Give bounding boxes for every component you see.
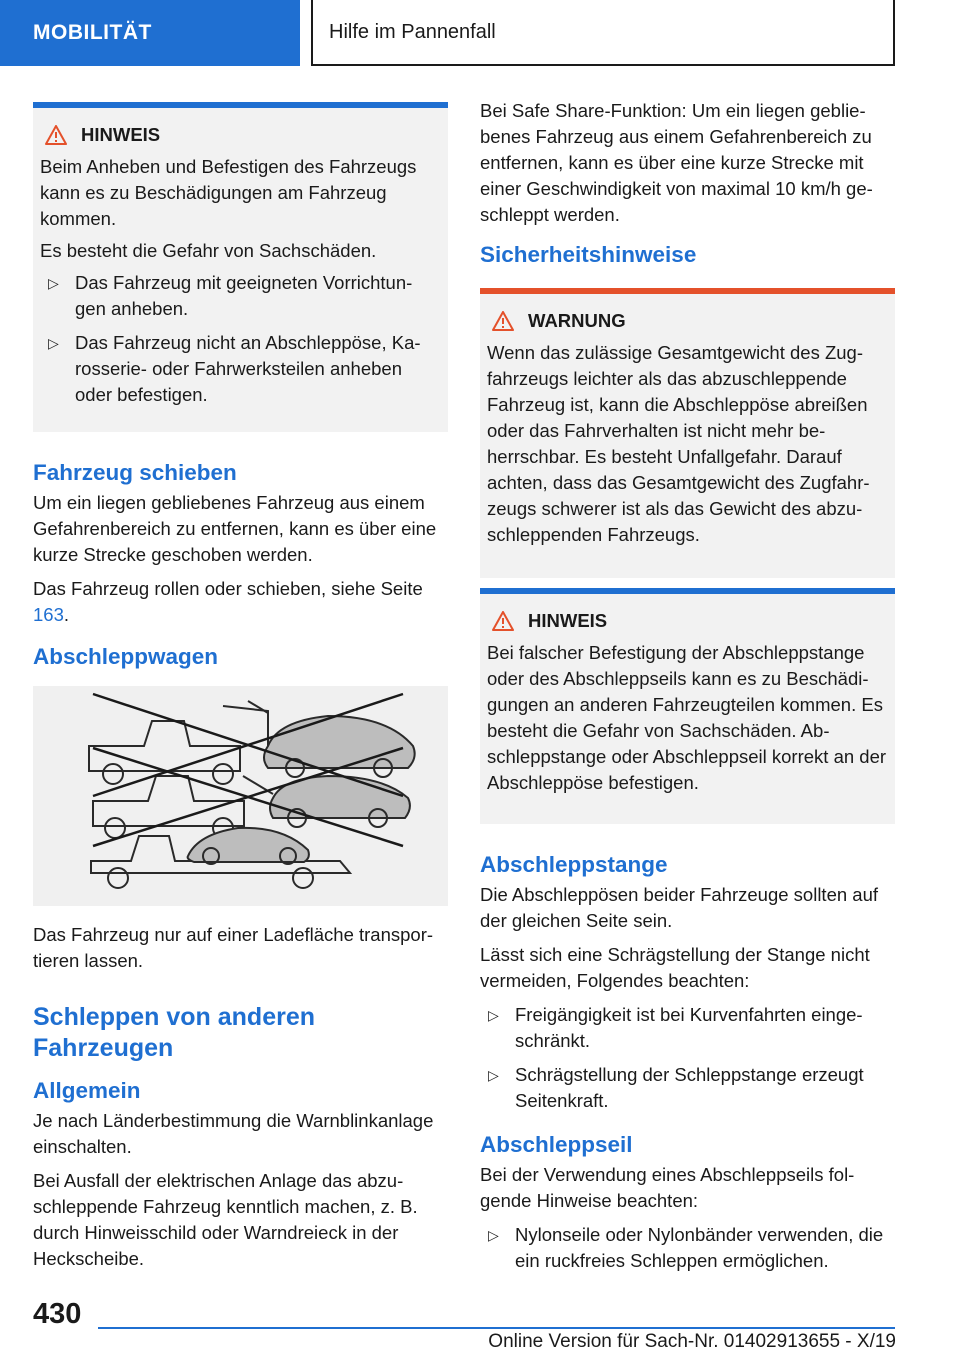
list-bullet-triangle-icon: ▷	[488, 1067, 499, 1083]
list-item-text: Das Fahrzeug mit geeigneten Vorrichtun-gen anheben.	[75, 272, 413, 319]
notice-text: Es besteht die Gefahr von Sachschäden.	[40, 240, 377, 261]
notice-text: Bei falscher Befestigung der Abschleppstange oder des Abschleppseils kann es zu Beschädi-gungen an anderen Fahrzeugteilen kommen. Es besteht die Gefahr von Sachschäden. Ab-schleppstange oder Abschleppseil korrekt an der Abschleppöse befestigen.	[487, 642, 887, 793]
footer-divider	[98, 1327, 895, 1329]
warning-box	[480, 288, 895, 578]
list-bullet-triangle-icon: ▷	[488, 1227, 499, 1243]
tow-truck-drawing	[33, 686, 448, 906]
warning-triangle-icon	[492, 311, 514, 331]
paragraph: Um ein liegen gebliebenes Fahrzeug aus einem Gefahrenbereich zu entfernen, kann es über eine kurze Strecke geschoben werden.	[33, 492, 437, 565]
list-bullet-triangle-icon: ▷	[488, 1007, 499, 1023]
warning-text: Wenn das zulässige Gesamtgewicht des Zug-fahrzeugs leichter als das abzuschleppende Fahrzeug ist, kann die Abschleppöse abreißen oder das Fahrverhalten ist nicht mehr be-herrschbar. Es besteht Unfallgefahr. Darauf achten, dass das Gesamtgewicht des Zugfahr-zeugs schwerer ist als das Gewicht des abzu-schleppenden Fahrzeugs.	[487, 342, 870, 545]
notice-list	[40, 270, 440, 408]
list-item	[480, 1002, 895, 1054]
list-item	[40, 270, 440, 322]
section-heading: Fahrzeug schieben	[33, 460, 237, 485]
notice-text: Beim Anheben und Befestigen des Fahrzeugs kann es zu Beschädigungen am Fahrzeug kommen.	[40, 156, 417, 229]
list-item	[480, 1222, 895, 1274]
paragraph-text: Das Fahrzeug rollen oder schieben, siehe Seite	[33, 578, 423, 599]
page-link[interactable]: 163	[33, 604, 64, 625]
section-heading: Abschleppstange	[480, 852, 668, 877]
paragraph: Bei Ausfall der elektrischen Anlage das abzu-schleppende Fahrzeug kenntlich machen, z. B. durch Hinweisschild oder Warndreieck in der Heckscheibe.	[33, 1170, 418, 1269]
notice-box	[480, 588, 895, 824]
list-item-text: Freigängigkeit ist bei Kurvenfahrten einge-schränkt.	[515, 1004, 863, 1051]
figure-caption: Das Fahrzeug nur auf einer Ladefläche transpor-tieren lassen.	[33, 924, 434, 971]
right-column	[480, 98, 895, 1282]
list-item	[480, 1062, 895, 1114]
footer-online-version: Online Version für Sach-Nr. 01402913655 - X/19	[488, 1331, 896, 1352]
section-heading: Sicherheitshinweise	[480, 242, 697, 267]
notice-title: HINWEIS	[81, 124, 161, 145]
paragraph: Je nach Länderbestimmung die Warnblinkanlage einschalten.	[33, 1110, 434, 1157]
bar-list	[480, 1002, 895, 1114]
notice-box	[33, 102, 448, 432]
list-item-text: Das Fahrzeug nicht an Abschleppöse, Ka-rosserie- oder Fahrwerksteilen anheben oder befestigen.	[75, 332, 421, 405]
section-heading: Abschleppseil	[480, 1132, 633, 1157]
paragraph: Bei Safe Share-Funktion: Um ein liegen geblie-benes Fahrzeug aus einem Gefahrenbereich zu entfernen, kann es über eine kurze Strecke mit einer Geschwindigkeit von maximal 10 km/h ge-schleppt werden.	[480, 100, 873, 225]
paragraph-text: .	[63, 604, 70, 625]
warning-triangle-icon	[45, 125, 67, 145]
left-column	[33, 102, 448, 1280]
list-bullet-triangle-icon: ▷	[48, 275, 59, 291]
list-item-text: Nylonseile oder Nylonbänder verwenden, die ein ruckfreies Schleppen ermöglichen.	[515, 1224, 884, 1271]
notice-header	[487, 608, 887, 634]
list-item	[40, 330, 440, 408]
paragraph	[33, 576, 448, 628]
list-item-text: Schrägstellung der Schleppstange erzeugt Seitenkraft.	[515, 1064, 864, 1111]
notice-title: HINWEIS	[528, 610, 608, 631]
warning-header	[487, 308, 887, 334]
section-heading: Allgemein	[33, 1078, 141, 1103]
section-tab: MOBILITÄT	[0, 0, 300, 66]
paragraph: Die Abschleppösen beider Fahrzeuge sollten auf der gleichen Seite sein.	[480, 884, 879, 931]
notice-header	[40, 122, 440, 148]
paragraph: Lässt sich eine Schrägstellung der Stange nicht vermeiden, Folgendes beachten:	[480, 944, 870, 991]
list-bullet-triangle-icon: ▷	[48, 335, 59, 351]
paragraph: Bei der Verwendung eines Abschleppseils fol-gende Hinweise beachten:	[480, 1164, 855, 1211]
chapter-heading: Schleppen von anderen Fahrzeugen	[33, 1003, 316, 1062]
warning-title: WARNUNG	[528, 310, 626, 331]
tow-truck-illustration	[33, 686, 448, 906]
chapter-title: Hilfe im Pannenfall	[311, 0, 895, 66]
page-number: 430	[33, 1298, 82, 1330]
warning-triangle-icon	[492, 611, 514, 631]
rope-list	[480, 1222, 895, 1274]
section-heading: Abschleppwagen	[33, 644, 219, 669]
